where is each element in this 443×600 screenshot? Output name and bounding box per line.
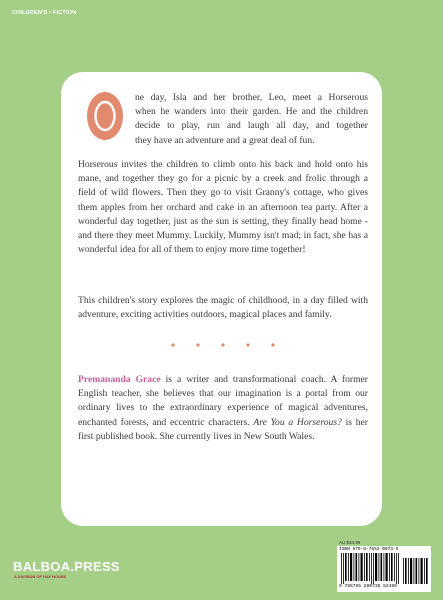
blurb-line: ne day, Isla and her brother, Leo, meet a Horserous [135,92,368,103]
publisher-logo: BALBOA.PRESS [13,559,120,574]
blurb-line: they have an adventure and a great deal of fun. [135,134,315,146]
book-title: Are You a Horserous? [253,416,342,428]
barcode-digits: 9 798765 200735 [339,584,381,589]
author-name: Premananda Grace [78,374,161,385]
bio-text: is a writer and transformational coach. A former English teacher, she believes that our imagination is a portal from our ordinary lives to the extraordinary experience of magical adventures, enchanted forests, and eccentric characters. [78,374,368,428]
bio-text: is her first published book. She currently lives in New South Wales. [78,416,368,442]
barcode-number [339,584,429,589]
barcode-bars [339,553,429,584]
barcode-box [337,546,431,592]
category-label: CHILDREN'S • FICTION [12,10,77,16]
isbn-text [339,547,429,552]
author-bio [78,373,368,444]
imprint-label: A DIVISION OF HAY HOUSE [14,575,67,579]
blurb-paragraph-1 [78,91,368,148]
ornament-dots [168,342,278,348]
blurb-line: decide to play, run and laugh all day, and together [135,120,368,132]
blurb-paragraph-2: Horserous invites the children to climb onto his back and hold onto his mane, and together they go for a picnic by a creek and frolic through a field of wild flowers. Then they go to visit Granny's cottage, who gives them apples from her orchard and cake in an afternoon tea party. After a wonderful day together, just as the sun is setting, they finally head home - and there they meet Mummy. Luckily, Mummy isn't mad; in fact, she has a wonderful idea for all of them to enjoy more time together! [78,159,368,256]
isbn-addon: 52499 [383,584,397,589]
blurb-line: when he wanders into their garden. He and the children [135,106,368,118]
isbn-number: ISBN 979-8-7652-0073-5 [339,547,399,552]
blurb-paragraph-3: This children's story explores the magic of childhood, in a day filled with adventure, exciting activities outdoors, magical places and family. [78,295,368,321]
price-label: AU $34.99 [339,540,361,545]
